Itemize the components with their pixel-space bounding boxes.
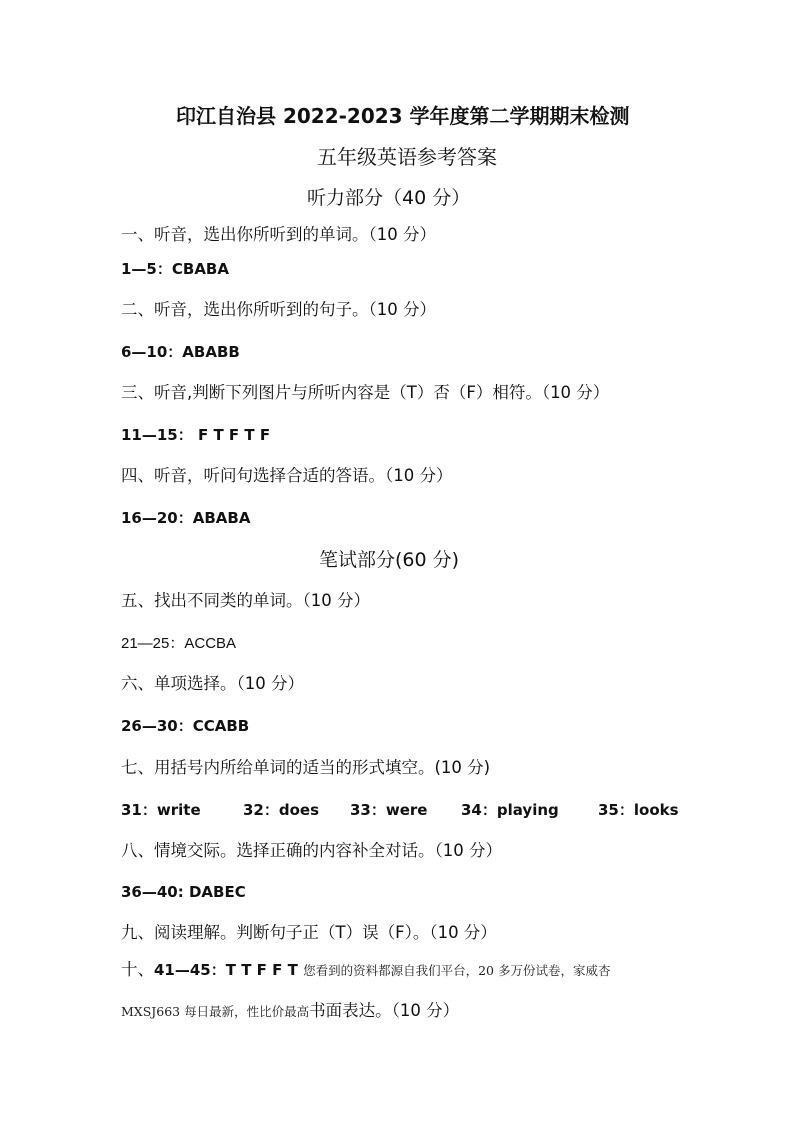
question-8-answer: 36—40: DABEC [121,883,246,901]
section-heading-listening: 听力部分（40 分） [307,187,471,209]
question-1-heading: 一、听音，选出你所听到的单词。（10 分） [121,225,436,244]
question-7-answer-33: 33：were [350,801,428,819]
document-title: 印江自治县 2022-2023 学年度第二学期期末检测 [176,104,630,128]
question-2-answer: 6—10：ABABB [121,343,240,361]
question-7-heading: 七、用括号内所给单词的适当的形式填空。(10 分) [121,758,491,777]
question-9-heading: 九、阅读理解。判断句子正（T）误（F）。（10 分） [121,923,497,942]
question-7-answer-35: 35：looks [598,801,679,819]
question-5-answer: 21—25：ACCBA [121,635,237,652]
question-7-answer-32: 32：does [243,801,320,819]
question-11-line [121,1003,459,1020]
question-4-heading: 四、听音，听问句选择合适的答语。（10 分） [121,466,453,485]
question-3-answer: 11—15： F T F T F [121,426,271,444]
question-2-heading: 二、听音，选出你所听到的句子。（10 分） [121,300,436,319]
question-4-answer: 16—20：ABABA [121,509,251,527]
question-10-number: 十、 [121,960,154,979]
question-8-heading: 八、情境交际。选择正确的内容补全对话。（10 分） [121,841,502,860]
question-1-answer: 1—5：CBABA [121,260,229,278]
section-heading-writing: 笔试部分(60 分) [319,549,460,571]
question-7-answer-31: 31：write [121,801,201,819]
question-6-answer: 26—30：CCABB [121,717,250,735]
question-11-heading: 书面表达。（10 分） [309,1001,460,1020]
promo-text-2: MXSJ663 每日最新，性比价最高 [121,1004,310,1019]
question-10-answer: 41—45：T T F F T [154,961,304,979]
question-5-heading: 五、找出不同类的单词。（10 分） [121,591,370,610]
question-7-answer-34: 34：playing [461,801,559,819]
question-6-heading: 六、单项选择。（10 分） [121,674,304,693]
question-10-line [121,962,610,979]
document-subtitle: 五年级英语参考答案 [317,145,497,169]
promo-text-1: 您看到的资料都源自我们平台，20 多万份试卷，家威杏 [303,963,611,978]
question-3-heading: 三、听音,判断下列图片与所听内容是（T）否（F）相符。（10 分） [121,383,610,402]
